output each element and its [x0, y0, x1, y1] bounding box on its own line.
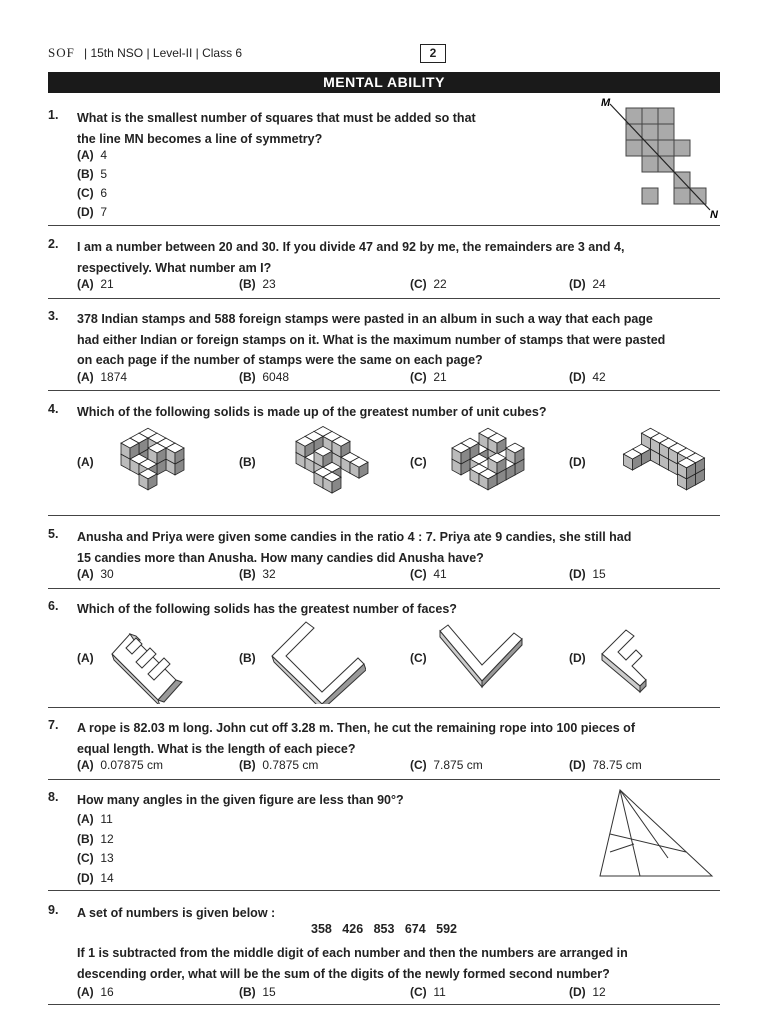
unit-cube — [350, 457, 368, 478]
option-d[interactable]: (D) 42 — [569, 370, 606, 384]
option-c[interactable]: (C) 21 — [410, 370, 447, 384]
unit-cube — [296, 436, 314, 457]
option-c[interactable]: (C) 41 — [410, 567, 447, 581]
number-set: 358 426 853 674 592 — [311, 922, 457, 936]
question-4: 4. Which of the following solids is made up of the greatest number of unit cubes? (A) (B) (C) (D) — [48, 402, 720, 512]
divider — [48, 1004, 720, 1005]
option-b[interactable]: (B) 23 — [239, 277, 276, 291]
option-a[interactable]: (A) 16 — [77, 985, 114, 999]
sof-logo: SOF — [48, 45, 75, 60]
divider — [48, 390, 720, 391]
divider — [48, 707, 720, 708]
divider — [48, 890, 720, 891]
divider — [48, 779, 720, 780]
unit-cube — [314, 446, 332, 467]
question-3: 3. 378 Indian stamps and 588 foreign stamps were pasted in an album in such a way that each page had either Indian or foreign stamps on it. What is the maximum number of stamps that were pasted on each page if the number of stamps were the same on each page? (A) 1874 (B) 6048 (C) 21 (D) 42 — [48, 309, 720, 385]
question-6: 6. Which of the following solids has the greatest number of faces? (A) (B) (C) (D) — [48, 599, 720, 704]
option-d[interactable]: (D) — [569, 455, 586, 469]
section-title: MENTAL ABILITY — [48, 72, 720, 93]
option-a[interactable]: (A) — [77, 651, 94, 665]
divider — [48, 225, 720, 226]
option-b[interactable]: (B) 0.7875 cm — [239, 758, 319, 772]
unit-cube — [148, 443, 166, 464]
angle-triangle-figure — [596, 786, 716, 884]
option-d[interactable]: (D) 78.75 cm — [569, 758, 642, 772]
question-text-continued: If 1 is subtracted from the middle digit of each number and then the numbers are arranged in descending order, what will be the sum of the digits of the newly formed second number? — [77, 946, 628, 981]
question-text: A set of numbers is given below : — [77, 906, 276, 920]
question-text: 378 Indian stamps and 588 foreign stamps were pasted in an album in such a way that each page had either Indian or foreign stamps on it. What is the maximum number of stamps that were pasted on each page if the number of stamps were the same on each page? — [77, 312, 666, 367]
question-9: 9. A set of numbers is given below : 358 426 853 674 592 If 1 is subtracted from the middle digit of each number and then the numbers are arranged in descending order, what will be the sum of the digits of the newly formed second number? (A) 16 (B) 15 (C) 11 (D) 12 — [48, 903, 720, 1003]
option-a[interactable]: (A) 0.07875 cm — [77, 758, 164, 772]
option-c[interactable]: (C) — [410, 651, 427, 665]
question-text: Anusha and Priya were given some candies in the ratio 4 : 7. Priya ate 9 candies, she still had 15 candies more than Anusha. How many candies did Anusha have? — [77, 530, 632, 565]
question-2: 2. I am a number between 20 and 30. If you divide 47 and 92 by me, the remainders are 3 and 4, respectively. What number am I? (A) 21 (B) 23 (C) 22 (D) 24 — [48, 237, 720, 292]
option-c[interactable]: (C) — [410, 455, 427, 469]
solid-l-shape-b — [266, 614, 366, 704]
unit-cube — [488, 433, 506, 454]
question-text: I am a number between 20 and 30. If you divide 47 and 92 by me, the remainders are 3 and 4, respectively. What number am I? — [77, 240, 625, 275]
option-a[interactable]: (A) — [77, 455, 94, 469]
divider — [48, 588, 720, 589]
option-d[interactable]: (D) — [569, 651, 586, 665]
option-c[interactable]: (C) 11 — [410, 985, 446, 999]
option-c[interactable]: (C) 6 — [77, 186, 108, 200]
question-text: Which of the following solids is made up of the greatest number of unit cubes? — [77, 405, 547, 419]
option-b[interactable]: (B) 15 — [239, 985, 276, 999]
symmetry-grid-figure — [596, 98, 726, 218]
question-1: 1. What is the smallest number of squares that must be added so that the line MN becomes a line of symmetry? (A) 4 (B) 5 (C) 6 (D) 7 M N — [48, 108, 720, 223]
cube-solid-d — [598, 417, 723, 512]
unit-cube — [166, 443, 184, 464]
unit-cube — [452, 443, 470, 464]
label-n: N — [710, 209, 718, 218]
unit-cube — [139, 469, 157, 490]
divider — [48, 298, 720, 299]
option-b[interactable]: (B) — [239, 455, 256, 469]
option-a[interactable]: (A) 21 — [77, 277, 114, 291]
option-a[interactable]: (A) 1874 — [77, 370, 128, 384]
option-a[interactable]: (A) 30 — [77, 567, 114, 581]
option-d[interactable]: (D) 14 — [77, 871, 114, 885]
page-header — [48, 45, 720, 65]
option-d[interactable]: (D) 12 — [569, 985, 606, 999]
option-c[interactable]: (C) 7.875 cm — [410, 758, 483, 772]
solid-v-shape-c — [436, 619, 526, 699]
option-b[interactable]: (B) 5 — [77, 167, 108, 181]
option-d[interactable]: (D) 7 — [77, 205, 108, 219]
label-m: M — [601, 98, 611, 109]
cube-solid-a — [103, 417, 213, 512]
unit-cube — [121, 438, 139, 459]
page-number: 2 — [420, 44, 446, 63]
option-a[interactable]: (A) 11 — [77, 812, 113, 826]
question-7: 7. A rope is 82.03 m long. John cut off 3.28 m. Then, he cut the remaining rope into 100 pieces of equal length. What is the length of each piece? (A) 0.07875 cm (B) 0.7875 cm (C) 7.875 cm (D) 78.75 cm — [48, 718, 720, 773]
question-text: Which of the following solids has the greatest number of faces? — [77, 602, 457, 616]
option-d[interactable]: (D) 15 — [569, 567, 606, 581]
question-8: 8. How many angles in the given figure are less than 90°? (A) 11 (B) 12 (C) 13 (D) 14 — [48, 790, 720, 890]
exam-meta: | 15th NSO | Level-II | Class 6 — [84, 46, 243, 60]
cube-solid-b — [268, 417, 398, 507]
divider — [48, 515, 720, 516]
option-a[interactable]: (A) 4 — [77, 148, 108, 162]
option-c[interactable]: (C) 13 — [77, 851, 114, 865]
question-text: How many angles in the given figure are less than 90°? — [77, 793, 404, 807]
question-text: A rope is 82.03 m long. John cut off 3.28 m. Then, he cut the remaining rope into 100 pieces of equal length. What is the length of each piece? — [77, 721, 635, 756]
unit-cube — [624, 449, 642, 470]
unit-cube — [332, 436, 350, 457]
option-b[interactable]: (B) 12 — [77, 832, 114, 846]
option-b[interactable]: (B) 32 — [239, 567, 276, 581]
solid-f-shape-d — [596, 614, 676, 704]
question-text: What is the smallest number of squares that must be added so that the line MN becomes a line of symmetry? — [77, 111, 476, 146]
unit-cube — [678, 458, 696, 479]
solid-e-shape-a — [106, 614, 186, 704]
cube-solid-c — [433, 417, 563, 512]
unit-cube — [506, 443, 524, 464]
option-b[interactable]: (B) 6048 — [239, 370, 290, 384]
option-d[interactable]: (D) 24 — [569, 277, 606, 291]
unit-cube — [323, 472, 341, 493]
question-5: 5. Anusha and Priya were given some candies in the ratio 4 : 7. Priya ate 9 candies, she still had 15 candies more than Anusha. How many candies did Anusha have? (A) 30 (B) 32 (C) 41 (D) 15 — [48, 527, 720, 582]
option-b[interactable]: (B) — [239, 651, 256, 665]
unit-cube — [488, 453, 506, 474]
option-c[interactable]: (C) 22 — [410, 277, 447, 291]
